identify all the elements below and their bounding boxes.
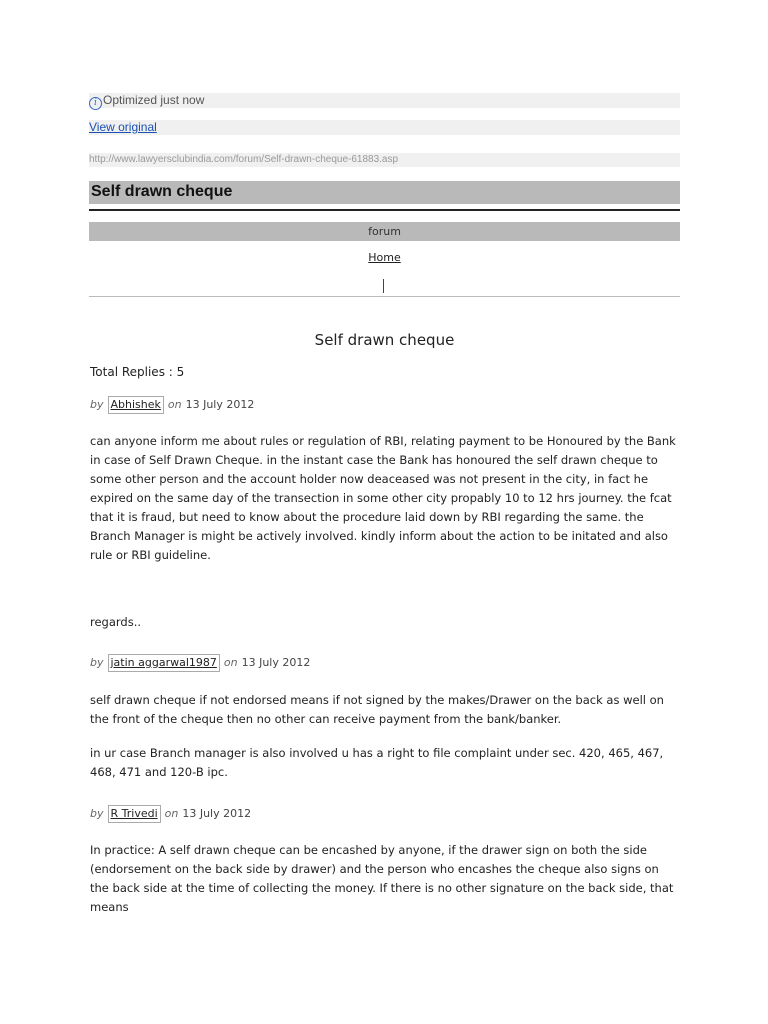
forum-nav-bar[interactable]: forum	[89, 222, 680, 241]
by-label: by	[90, 398, 104, 411]
post-byline	[90, 396, 254, 414]
post-body: can anyone inform me about rules or regulation of RBI, relating payment to be Honoured by the Bank in case of Self Drawn Cheque. in the instant case the Bank has honoured the self drawn cheque to some other person and the account holder now deaceased was not present in the city, in fact he expired on the same day of the transection in some other city propably 10 to 12 hrs journey. the fcat that it is fraud, but need to know about the procedure laid down by RBI regarding the same. the Branch Manager is might be actively involved. kindly inform about the action to be initated and also rule or RBI guideline.	[90, 434, 676, 562]
post-body: In practice: A self drawn cheque can be encashed by anyone, if the drawer sign on both the side (endorsement on the back side by drawer) and the person who encashes the cheque also signs on the back side at the time of collecting the money. If there is no other signature on the back side, that means	[90, 843, 674, 914]
view-original-link[interactable]: View original	[89, 120, 157, 134]
nav-divider	[89, 296, 680, 297]
post-body: self drawn cheque if not endorsed means if not signed by the makes/Drawer on the back as well on the front of the cheque then no other can receive payment from the bank/banker.	[90, 693, 664, 726]
title-divider	[89, 209, 680, 211]
post-body: regards..	[90, 615, 142, 629]
page-title-bar: Self drawn cheque	[89, 181, 680, 204]
post-body: in ur case Branch manager is also involved u has a right to file complaint under sec. 420, 465, 467, 468, 471 and 120-B ipc.	[90, 746, 664, 779]
optimized-text: Optimized just now	[103, 93, 205, 107]
post-byline	[90, 805, 251, 823]
home-link[interactable]: Home	[368, 251, 401, 264]
source-url: http://www.lawyersclubindia.com/forum/Self-drawn-cheque-61883.asp	[89, 153, 680, 167]
post-date: 13 July 2012	[185, 398, 255, 411]
home-nav	[89, 251, 680, 265]
text-cursor-icon	[383, 279, 384, 293]
page-heading: Self drawn cheque	[314, 331, 455, 349]
total-replies: Total Replies : 5	[90, 365, 185, 379]
on-label: on	[167, 398, 182, 411]
author-link[interactable]: jatin aggarwal1987	[108, 654, 220, 672]
post-byline	[90, 654, 310, 672]
view-original-bar	[89, 120, 680, 135]
post-date: 13 July 2012	[241, 656, 311, 669]
author-link[interactable]: R Trivedi	[108, 805, 161, 823]
on-label: on	[164, 807, 179, 820]
by-label: by	[90, 807, 104, 820]
author-link[interactable]: Abhishek	[108, 396, 164, 414]
info-icon[interactable]: i	[89, 97, 102, 110]
optimized-notice	[89, 93, 680, 108]
post-date: 13 July 2012	[182, 807, 252, 820]
by-label: by	[90, 656, 104, 669]
on-label: on	[223, 656, 238, 669]
